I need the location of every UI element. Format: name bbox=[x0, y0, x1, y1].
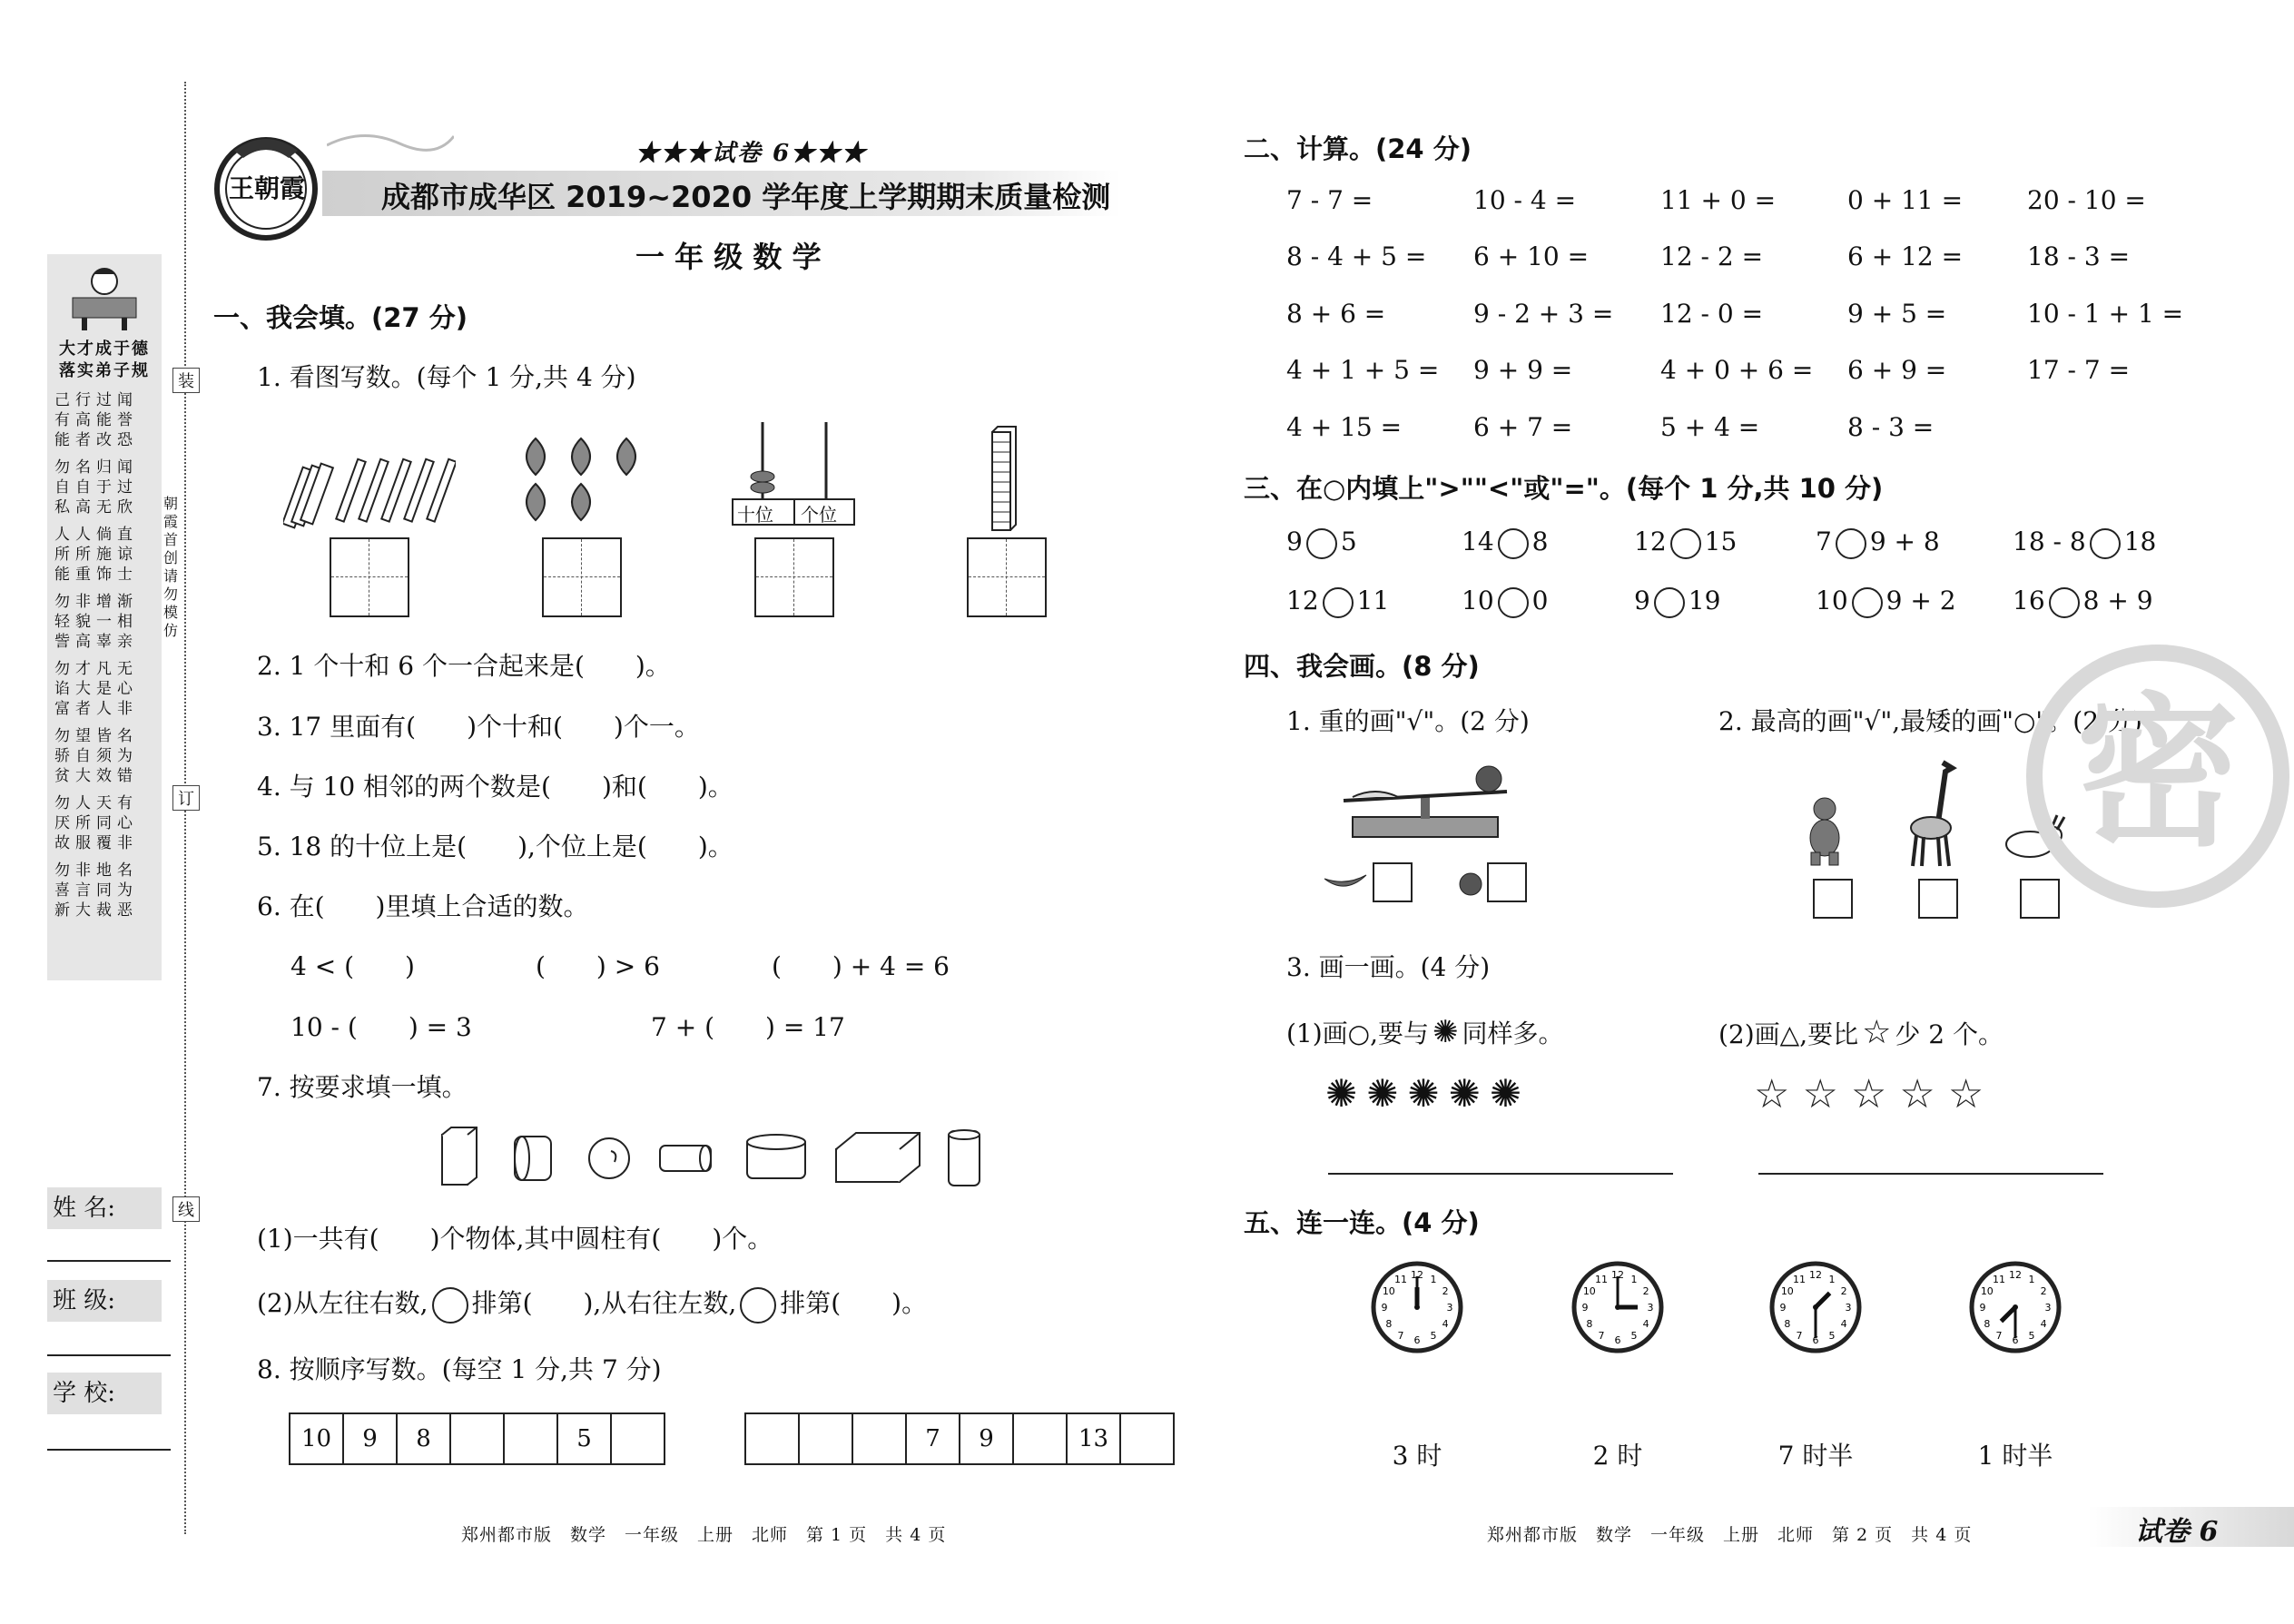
clock-number: 1 bbox=[1828, 1273, 1836, 1285]
sequence-cell: 5 bbox=[557, 1413, 611, 1464]
sidebar-rule-block bbox=[54, 726, 156, 786]
sequence-cell: 7 bbox=[906, 1413, 960, 1464]
s1-q7-2c: 排第( )。 bbox=[780, 1288, 928, 1318]
sidebar-rule-line: 骄自须为 bbox=[54, 747, 138, 765]
sun-icon: ✺ bbox=[1433, 1014, 1459, 1050]
sequence-cell[interactable] bbox=[504, 1413, 557, 1464]
sidebar-rule-line: 勿望皆名 bbox=[54, 727, 138, 745]
sidebar-rules bbox=[54, 390, 156, 928]
clock-number: 4 bbox=[2040, 1318, 2047, 1330]
sidebar-rule-line: 己行过闻 bbox=[54, 391, 138, 409]
giraffe-answer-box[interactable] bbox=[1918, 879, 1958, 919]
s1-q7-1: (1)一共有( )个物体,其中圆柱有( )个。 bbox=[257, 1224, 773, 1254]
sequence-table-2[interactable] bbox=[744, 1412, 1175, 1465]
clock-number: 8 bbox=[1984, 1318, 1991, 1330]
answer-grid-4[interactable] bbox=[967, 537, 1047, 617]
star-icon: ☆ bbox=[1802, 1071, 1838, 1117]
s1-q4: 4. 与 10 相邻的两个数是( )和( )。 bbox=[257, 772, 733, 802]
sidebar-rule-line: 能重饰士 bbox=[54, 566, 138, 584]
sphere-icon bbox=[740, 1287, 776, 1324]
clock-number: 4 bbox=[1442, 1318, 1449, 1330]
compare-circle[interactable] bbox=[1498, 528, 1529, 559]
compare-left: 10 bbox=[1462, 586, 1494, 615]
clock-number: 4 bbox=[1642, 1318, 1649, 1330]
s4-q1: 1. 重的画"√"。(2 分) bbox=[1286, 706, 1530, 736]
sidebar-rule-line: 新大裁恶 bbox=[54, 901, 138, 920]
sidebar-rule-line: 自自于过 bbox=[54, 478, 138, 497]
compare-item bbox=[1816, 586, 1956, 618]
clock-number: 3 bbox=[1647, 1302, 1654, 1314]
clock-number: 9 bbox=[1779, 1302, 1787, 1314]
compare-left: 12 bbox=[1634, 527, 1667, 556]
sequence-cell[interactable] bbox=[450, 1413, 504, 1464]
side-note-ding: 订 bbox=[172, 785, 200, 811]
sequence-table-1[interactable] bbox=[289, 1412, 665, 1465]
s1-q6-item[interactable]: 10 - ( ) = 3 bbox=[290, 1012, 472, 1042]
s1-q7-2 bbox=[257, 1284, 927, 1324]
compare-item bbox=[1462, 586, 1548, 618]
clock-number: 10 bbox=[1582, 1285, 1596, 1297]
calc-item[interactable]: 10 - 4 = bbox=[1473, 185, 1577, 215]
subject-title: 一 年 级 数 学 bbox=[635, 240, 822, 274]
compare-left: 12 bbox=[1286, 586, 1319, 615]
sequence-cell[interactable] bbox=[852, 1413, 906, 1464]
banana-icon bbox=[1323, 871, 1368, 893]
compare-circle[interactable] bbox=[1852, 587, 1883, 618]
s1-q7-2b: 排第( ),从右往左数, bbox=[471, 1288, 737, 1318]
calc-item[interactable]: 6 + 12 = bbox=[1847, 241, 1964, 271]
giraffe-icon bbox=[1902, 759, 1965, 868]
compare-right: 19 bbox=[1688, 586, 1721, 615]
calc-item[interactable]: 5 + 4 = bbox=[1660, 412, 1760, 442]
clock-number: 7 bbox=[1397, 1330, 1404, 1343]
s1-q7: 7. 按要求填一填。 bbox=[257, 1072, 468, 1102]
compare-right: 9 + 8 bbox=[1869, 527, 1940, 556]
sidebar-rule-line: 私高无欣 bbox=[54, 498, 138, 517]
sidebar-rule-block bbox=[54, 525, 156, 585]
clock-number: 2 bbox=[1642, 1285, 1649, 1297]
clock-number: 9 bbox=[1581, 1302, 1589, 1314]
sun-icon: ✺ bbox=[1448, 1071, 1481, 1116]
clock-face[interactable] bbox=[1570, 1260, 1665, 1358]
clock-time-label[interactable]: 7 时半 bbox=[1777, 1441, 1854, 1471]
sidebar-rule-line: 勿非增渐 bbox=[54, 593, 138, 611]
sidebar-rule-line: 勿非地名 bbox=[54, 861, 138, 880]
exam-title: 成都市成华区 2019~2020 学年度上学期期末质量检测 bbox=[381, 180, 1111, 214]
calc-item[interactable]: 0 + 11 = bbox=[1847, 185, 1964, 215]
clock-number: 12 bbox=[1611, 1269, 1624, 1281]
compare-left: 9 bbox=[1634, 586, 1650, 615]
clock-time-label[interactable]: 3 时 bbox=[1392, 1441, 1442, 1471]
s4-q2: 2. 最高的画"√",最矮的画"○"。(2 分) bbox=[1718, 706, 2142, 736]
calc-item[interactable]: 9 + 5 = bbox=[1847, 299, 1947, 329]
calc-item[interactable]: 11 + 0 = bbox=[1660, 185, 1777, 215]
s1-q2: 2. 1 个十和 6 个一合起来是( )。 bbox=[257, 651, 671, 681]
clock-number: 6 bbox=[1614, 1334, 1621, 1346]
answer-grid-3[interactable] bbox=[754, 537, 834, 617]
sun-icon: ✺ bbox=[1489, 1071, 1522, 1116]
sidebar-motto-1: 大才成于德 bbox=[59, 340, 150, 359]
sequence-cell: 13 bbox=[1067, 1413, 1120, 1464]
compare-item bbox=[1634, 527, 1737, 559]
secret-watermark: 密 bbox=[2026, 645, 2289, 908]
clock-number: 11 bbox=[1793, 1273, 1806, 1285]
sidebar-rule-block bbox=[54, 861, 156, 920]
star-icon: ☆ bbox=[1850, 1071, 1887, 1117]
sidebar-panel bbox=[47, 254, 162, 980]
answer-grid-1[interactable] bbox=[330, 537, 409, 617]
sidebar-rule-line: 有高能誉 bbox=[54, 411, 138, 429]
s1-q8: 8. 按顺序写数。(每空 1 分,共 7 分) bbox=[257, 1354, 662, 1384]
sidebar-rule-block bbox=[54, 793, 156, 853]
clock-number: 11 bbox=[1595, 1273, 1608, 1285]
sidebar-rule-line: 谄大是心 bbox=[54, 680, 138, 698]
compare-right: 15 bbox=[1704, 527, 1738, 556]
sidebar-rule-line: 人人倘直 bbox=[54, 526, 138, 544]
clock-face[interactable] bbox=[1768, 1260, 1863, 1358]
answer-grid-2[interactable] bbox=[542, 537, 622, 617]
calc-item[interactable]: 8 - 4 + 5 = bbox=[1286, 241, 1427, 271]
star-icon: ☆ bbox=[1754, 1071, 1790, 1117]
s1-q6-item[interactable]: 7 + ( ) = 17 bbox=[651, 1012, 845, 1042]
calc-item[interactable]: 20 - 10 = bbox=[2027, 185, 2146, 215]
draw-triangles-line[interactable] bbox=[1758, 1173, 2103, 1175]
clock-number: 6 bbox=[2012, 1334, 2019, 1346]
clock-number: 8 bbox=[1385, 1318, 1393, 1330]
s1-q3: 3. 17 里面有( )个十和( )个一。 bbox=[257, 712, 700, 742]
clock-number: 8 bbox=[1784, 1318, 1791, 1330]
section1-title: 一、我会填。(27 分) bbox=[213, 302, 468, 333]
s4-q3: 3. 画一画。(4 分) bbox=[1286, 952, 1491, 982]
sidebar-rule-block bbox=[54, 659, 156, 719]
section4-title: 四、我会画。(8 分) bbox=[1244, 651, 1480, 682]
sequence-cell[interactable] bbox=[745, 1413, 799, 1464]
peaches-icon bbox=[513, 434, 649, 525]
clock-number: 5 bbox=[2028, 1330, 2035, 1343]
clock-number: 7 bbox=[1796, 1330, 1803, 1343]
compare-left: 9 bbox=[1286, 527, 1303, 556]
calc-item[interactable]: 18 - 3 = bbox=[2027, 241, 2131, 271]
clock-number: 7 bbox=[1995, 1330, 2003, 1343]
compare-circle[interactable] bbox=[1670, 528, 1701, 559]
class-label: 班 级: bbox=[47, 1280, 162, 1322]
compare-item bbox=[1634, 586, 1720, 618]
compare-left: 7 bbox=[1816, 527, 1832, 556]
calc-item[interactable]: 10 - 1 + 1 = bbox=[2027, 299, 2184, 329]
sun-icon: ✺ bbox=[1325, 1071, 1358, 1116]
compare-circle[interactable] bbox=[2049, 587, 2080, 618]
star-row bbox=[1754, 1071, 1984, 1117]
clock-face[interactable] bbox=[1968, 1260, 2063, 1358]
clock-time-label[interactable]: 1 时半 bbox=[1977, 1441, 2053, 1471]
clock-number: 8 bbox=[1586, 1318, 1593, 1330]
compare-right: 18 bbox=[2123, 527, 2157, 556]
clock-number: 9 bbox=[1381, 1302, 1388, 1314]
s4-q3-1b: 同样多。 bbox=[1462, 1019, 1564, 1048]
sidebar-rule-line: 富者人非 bbox=[54, 700, 138, 718]
s1-q6-item[interactable]: ( ) > 6 bbox=[536, 951, 660, 981]
sidebar-rule-line: 轻貌一相 bbox=[54, 613, 138, 631]
sequence-cell[interactable] bbox=[1120, 1413, 1174, 1464]
clock-number: 4 bbox=[1840, 1318, 1847, 1330]
s1-q7-2a: (2)从左往右数, bbox=[257, 1288, 428, 1318]
sidebar-rule-line: 能者改恐 bbox=[54, 431, 138, 449]
clock-number: 10 bbox=[1382, 1285, 1395, 1297]
class-line[interactable] bbox=[47, 1354, 171, 1356]
side-note-zhuang: 装 bbox=[172, 368, 200, 393]
star-icon: ☆ bbox=[1947, 1071, 1984, 1117]
star-icon: ☆ bbox=[1862, 1014, 1892, 1051]
name-label: 姓 名: bbox=[47, 1187, 162, 1229]
cube-stack-icon bbox=[985, 425, 1021, 532]
sequence-cell: 10 bbox=[290, 1413, 343, 1464]
compare-left: 18 - 8 bbox=[2013, 527, 2086, 556]
clock-number: 12 bbox=[1809, 1269, 1822, 1281]
brand-logo-text: 王朝霞 bbox=[228, 173, 305, 203]
header-ribbon bbox=[327, 127, 454, 154]
clock-number: 3 bbox=[1446, 1302, 1453, 1314]
clock-number: 3 bbox=[1845, 1302, 1852, 1314]
compare-item bbox=[1286, 586, 1389, 618]
s1-q6-item[interactable]: 4 < ( ) bbox=[290, 951, 415, 981]
calc-item[interactable]: 4 + 15 = bbox=[1286, 412, 1403, 442]
compare-item bbox=[2013, 586, 2153, 618]
compare-item bbox=[1462, 527, 1548, 559]
sequence-cell[interactable] bbox=[799, 1413, 852, 1464]
compare-circle[interactable] bbox=[2090, 528, 2121, 559]
sequence-cell[interactable] bbox=[611, 1413, 665, 1464]
side-note-xian: 线 bbox=[172, 1196, 200, 1222]
sidebar-rule-block bbox=[54, 458, 156, 517]
compare-right: 9 + 2 bbox=[1885, 586, 1956, 615]
school-label: 学 校: bbox=[47, 1373, 162, 1414]
calc-item[interactable]: 6 + 7 = bbox=[1473, 412, 1573, 442]
abacus-tens-label: 十位 bbox=[737, 504, 773, 526]
compare-circle[interactable] bbox=[1323, 587, 1354, 618]
sidebar-rule-line: 喜言同为 bbox=[54, 881, 138, 900]
section5-title: 五、连一连。(4 分) bbox=[1244, 1207, 1480, 1238]
sidebar-rule-line: 贫大效错 bbox=[54, 767, 138, 785]
sidebar-rule-line: 訾高辜亲 bbox=[54, 633, 138, 651]
abacus-ones-label: 个位 bbox=[801, 504, 837, 526]
clock-number: 11 bbox=[1394, 1273, 1407, 1285]
clock-number: 5 bbox=[1630, 1330, 1638, 1343]
compare-circle[interactable] bbox=[1498, 587, 1529, 618]
compare-left: 10 bbox=[1816, 586, 1848, 615]
calc-item[interactable]: 6 + 10 = bbox=[1473, 241, 1590, 271]
sidebar-rule-line: 勿才凡无 bbox=[54, 660, 138, 678]
clock-number: 5 bbox=[1430, 1330, 1437, 1343]
s1-q6: 6. 在( )里填上合适的数。 bbox=[257, 891, 589, 921]
sidebar-rule-block bbox=[54, 592, 156, 652]
footer-right: 郑州都市版 数学 一年级 上册 北师 第 2 页 共 4 页 bbox=[1487, 1525, 1973, 1545]
s1-q1: 1. 看图写数。(每个 1 分,共 4 分) bbox=[257, 362, 636, 392]
calc-item[interactable]: 9 + 9 = bbox=[1473, 355, 1573, 385]
compare-left: 14 bbox=[1462, 527, 1494, 556]
sidebar-rule-line: 勿人天有 bbox=[54, 794, 138, 812]
clock-number: 2 bbox=[2040, 1285, 2047, 1297]
clock-number: 6 bbox=[1812, 1334, 1819, 1346]
compare-circle[interactable] bbox=[1836, 528, 1866, 559]
section2-title: 二、计算。(24 分) bbox=[1244, 133, 1472, 164]
s4-q3-2a: (2)画△,要比 bbox=[1718, 1019, 1859, 1049]
apple-icon bbox=[1457, 870, 1484, 897]
clock-number: 12 bbox=[2009, 1269, 2022, 1281]
s4-q3-2 bbox=[1718, 1014, 2004, 1051]
sidebar-rule-block bbox=[54, 390, 156, 450]
calc-item[interactable]: 8 + 6 = bbox=[1286, 299, 1386, 329]
sun-row bbox=[1325, 1071, 1521, 1116]
clock-number: 3 bbox=[2044, 1302, 2052, 1314]
s4-q3-2b: 少 2 个。 bbox=[1895, 1019, 2004, 1049]
clock-face[interactable] bbox=[1370, 1260, 1464, 1358]
clock-number: 12 bbox=[1411, 1269, 1423, 1281]
calc-item[interactable]: 6 + 9 = bbox=[1847, 355, 1947, 385]
rabbit-answer-box[interactable] bbox=[2020, 879, 2060, 919]
clock-number: 1 bbox=[1630, 1273, 1638, 1285]
clock-number: 1 bbox=[1430, 1273, 1437, 1285]
clock-number: 10 bbox=[1980, 1285, 1994, 1297]
sidebar-rule-line: 勿名归闻 bbox=[54, 458, 138, 477]
clock-number: 10 bbox=[1780, 1285, 1794, 1297]
compare-right: 11 bbox=[1356, 586, 1390, 615]
sun-icon: ✺ bbox=[1366, 1071, 1399, 1116]
footer-tag: 试卷 6 bbox=[2135, 1516, 2219, 1548]
clock-number: 9 bbox=[1979, 1302, 1986, 1314]
bear-answer-box[interactable] bbox=[1813, 879, 1853, 919]
sphere-icon bbox=[432, 1287, 468, 1324]
clock-number: 2 bbox=[1442, 1285, 1449, 1297]
clock-number: 11 bbox=[1993, 1273, 2005, 1285]
footer-left: 郑州都市版 数学 一年级 上册 北师 第 1 页 共 4 页 bbox=[461, 1525, 947, 1545]
sequence-cell[interactable] bbox=[1013, 1413, 1067, 1464]
compare-item bbox=[2013, 527, 2156, 559]
side-note-copyright: 朝霞首创 请勿模仿 bbox=[163, 495, 179, 639]
sidebar-rule-line: 故服覆非 bbox=[54, 834, 138, 852]
s1-q6-item[interactable]: ( ) + 4 = 6 bbox=[772, 951, 950, 981]
sequence-cell: 9 bbox=[960, 1413, 1013, 1464]
school-line[interactable] bbox=[47, 1449, 171, 1451]
calc-item[interactable]: 17 - 7 = bbox=[2027, 355, 2131, 385]
star-icon: ☆ bbox=[1899, 1071, 1935, 1117]
calc-item[interactable]: 12 - 0 = bbox=[1660, 299, 1764, 329]
clock-number: 7 bbox=[1598, 1330, 1605, 1343]
s4-q3-1a: (1)画○,要与 bbox=[1286, 1019, 1429, 1048]
compare-circle[interactable] bbox=[1654, 587, 1685, 618]
calc-item[interactable]: 8 - 3 = bbox=[1847, 412, 1935, 442]
sidebar-motto-2: 落实弟子规 bbox=[59, 361, 150, 380]
sequence-cell: 9 bbox=[343, 1413, 397, 1464]
draw-circles-line[interactable] bbox=[1328, 1173, 1673, 1175]
s1-q5: 5. 18 的十位上是( ),个位上是( )。 bbox=[257, 832, 733, 861]
solid-shapes-icon bbox=[440, 1126, 985, 1189]
bundle-sticks-icon bbox=[283, 449, 456, 531]
sun-icon: ✺ bbox=[1407, 1071, 1440, 1116]
calc-item[interactable]: 9 - 2 + 3 = bbox=[1473, 299, 1614, 329]
banana-answer-box[interactable] bbox=[1373, 862, 1413, 902]
clock-number: 6 bbox=[1413, 1334, 1421, 1346]
bear-icon bbox=[1802, 794, 1847, 867]
compare-item bbox=[1286, 527, 1357, 559]
balance-scale-icon bbox=[1334, 761, 1516, 844]
compare-right: 5 bbox=[1340, 527, 1357, 556]
sequence-cell: 8 bbox=[397, 1413, 450, 1464]
clock-time-label[interactable]: 2 时 bbox=[1592, 1441, 1643, 1471]
compare-left: 16 bbox=[2013, 586, 2045, 615]
compare-item bbox=[1816, 527, 1940, 559]
name-line[interactable] bbox=[47, 1260, 171, 1262]
sidebar-mascot-icon bbox=[64, 261, 145, 334]
calc-item[interactable]: 12 - 2 = bbox=[1660, 241, 1764, 271]
clock-number: 1 bbox=[2028, 1273, 2035, 1285]
compare-right: 8 bbox=[1531, 527, 1549, 556]
paper-badge: ★★★试卷 6★★★ bbox=[635, 140, 868, 167]
calc-item[interactable]: 7 - 7 = bbox=[1286, 185, 1373, 215]
calc-item[interactable]: 4 + 1 + 5 = bbox=[1286, 355, 1440, 385]
section3-title: 三、在○内填上">""<"或"="。(每个 1 分,共 10 分) bbox=[1244, 473, 1884, 504]
calc-item[interactable]: 4 + 0 + 6 = bbox=[1660, 355, 1814, 385]
clock-number: 5 bbox=[1828, 1330, 1836, 1343]
sidebar-rule-line: 所所施谅 bbox=[54, 546, 138, 564]
clock-number: 2 bbox=[1840, 1285, 1847, 1297]
s4-q3-1 bbox=[1286, 1014, 1564, 1050]
compare-circle[interactable] bbox=[1306, 528, 1337, 559]
compare-right: 0 bbox=[1531, 586, 1549, 615]
sidebar-rule-line: 厌所同心 bbox=[54, 814, 138, 832]
compare-right: 8 + 9 bbox=[2082, 586, 2153, 615]
apple-answer-box[interactable] bbox=[1487, 862, 1527, 902]
